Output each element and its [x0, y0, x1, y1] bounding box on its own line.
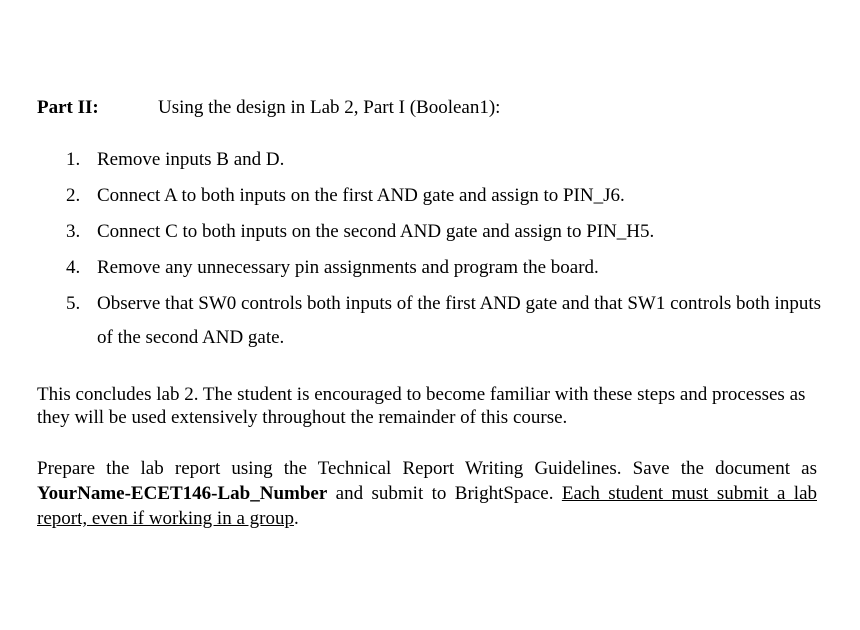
step-number: 1.: [66, 149, 81, 170]
report-filename: YourName-ECET146-Lab_Number: [37, 483, 328, 504]
step-text: Remove inputs B and D.: [97, 149, 285, 170]
part-intro: Using the design in Lab 2, Part I (Boolean1):: [158, 97, 501, 118]
list-item: [66, 251, 826, 285]
report-prefix: Prepare the lab report using the Technical Report Writing Guidelines. Save the document as: [37, 458, 817, 479]
step-number: 4.: [66, 257, 81, 278]
conclusion-paragraph: This concludes lab 2. The student is encouraged to become familiar with these steps and processes as they will be used extensively throughout the remainder of this course.: [37, 384, 806, 428]
step-text: Observe that SW0 controls both inputs of the first AND gate and that SW1 controls both inputs of the second AND gate.: [97, 293, 822, 348]
step-text: Connect A to both inputs on the first AND gate and assign to PIN_J6.: [97, 185, 625, 206]
step-number: 3.: [66, 221, 81, 242]
report-paragraph: [37, 456, 817, 531]
step-text: Connect C to both inputs on the second AND gate and assign to PIN_H5.: [97, 221, 655, 242]
step-number: 2.: [66, 185, 81, 206]
report-suffix: .: [293, 508, 299, 529]
steps-list: [66, 143, 826, 357]
report-requirement: Each student must submit a lab report, even if working in a group: [37, 483, 817, 529]
list-item: [66, 179, 826, 213]
step-number: 5.: [66, 293, 81, 314]
part-label: Part II:: [37, 97, 99, 118]
report-middle: and submit to BrightSpace.: [327, 483, 562, 504]
list-item: [66, 287, 826, 355]
list-item: [66, 215, 826, 249]
step-text: Remove any unnecessary pin assignments and program the board.: [97, 257, 599, 278]
list-item: [66, 143, 826, 177]
